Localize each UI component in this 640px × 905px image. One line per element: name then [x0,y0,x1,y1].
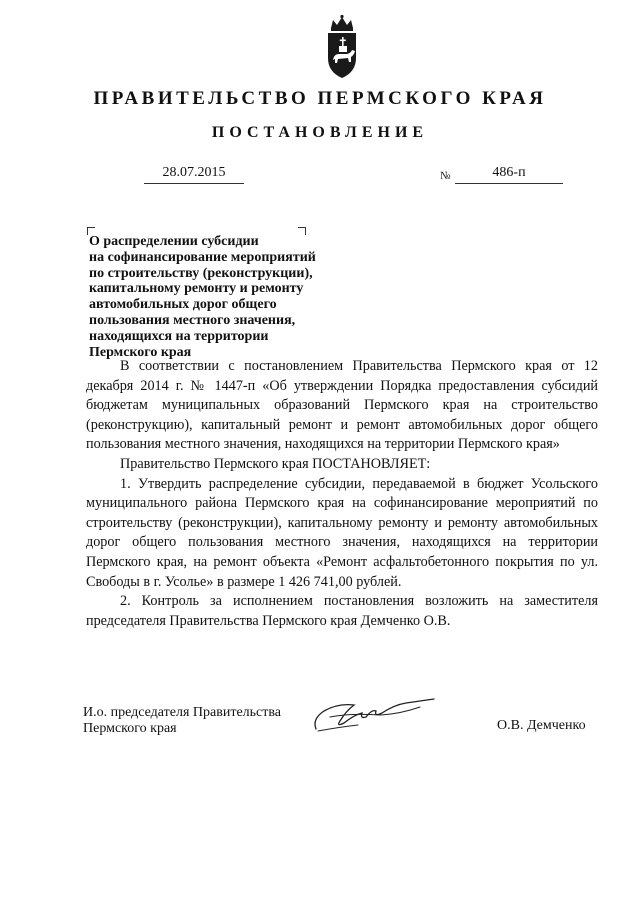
document-date: 28.07.2015 [162,165,226,180]
number-underline [455,183,563,184]
number-sign: № [440,170,451,182]
item-2-paragraph: 2. Контроль за исполнением постановления возложить на заместителя председателя Правительства Пермского края Демченко О.В. [86,593,598,629]
perm-krai-coat-of-arms-icon [322,14,362,80]
document-body [86,357,598,631]
resolves-paragraph: Правительство Пермского края ПОСТАНОВЛЯЕТ: [120,455,431,472]
subject-line: пользования местного значения, [89,312,296,328]
document-type-title: ПОСТАНОВЛЕНИЕ [211,124,429,141]
document-number: 486-п [492,165,526,180]
number-field [455,165,563,184]
subject-line: на софинансирование мероприятий [89,249,316,265]
government-title: ПРАВИТЕЛЬСТВО ПЕРМСКОГО КРАЯ [93,88,547,109]
signatory-position [83,705,281,737]
date-field [144,165,244,184]
signatory-position-line: Пермского края [83,721,177,736]
subject-line: по строительству (реконструкции), [89,265,313,281]
handwritten-signature-icon [310,695,440,735]
subject-line: Пермского края [89,344,192,360]
subject-line: капитальному ремонту и ремонту [89,281,304,297]
signatory-position-line: И.о. председателя Правительства [83,705,282,720]
date-underline [144,183,244,184]
item-1-paragraph: 1. Утвердить распределение субсидии, передаваемой в бюджет Усольского муниципального района Пермского края на софинансирование мероприятий по строительству (реконструкции), капитальному ремонту и ремонту автомобильных дорог общего пользования местного значения, находящихся на территории Пермского края, на ремонт объекта «Ремонт асфальтобетонного покрытия по ул. Свободы в г. Усолье» в размере 1 426 741,00 рублей. [86,475,598,590]
subject-line: автомобильных дорог общего [89,297,277,313]
document-subject [89,234,389,360]
preamble-paragraph: В соответствии с постановлением Правительства Пермского края от 12 декабря 2014 г. № 1447-п «Об утверждении Порядка предоставления субсидий бюджетам муниципальных образований Пермского края на строительство (реконструкцию), капитальный ремонт и ремонт автомобильных дорог общего пользования местного значения, находящихся на территории Пермского края» [86,358,598,453]
subject-line: находящихся на территории [89,328,269,344]
subject-line: О распределении субсидии [89,234,259,249]
signatory-name: О.В. Демченко [497,718,586,733]
